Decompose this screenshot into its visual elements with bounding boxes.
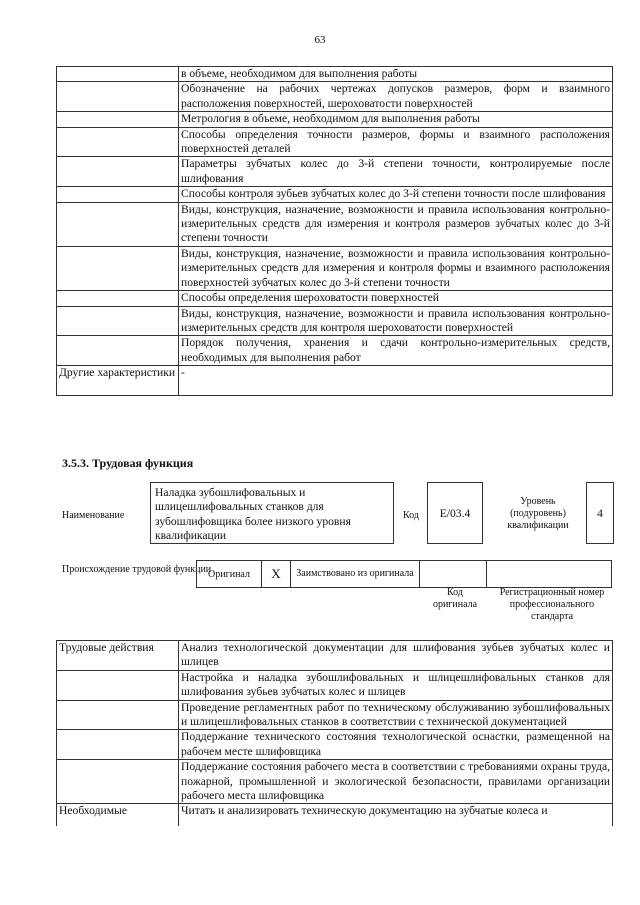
table-row xyxy=(57,336,613,366)
table-row xyxy=(57,112,613,127)
origin-label: Происхождение трудовой функции xyxy=(62,564,212,575)
row-label-empty xyxy=(57,700,179,730)
action-item: Проведение регламентных работ по техническому обслуживанию зубошлифовальных и шлицешлифовальных станков в соответствии с технической документацией xyxy=(179,700,613,730)
origin-table xyxy=(196,560,612,588)
actions-label: Трудовые действия xyxy=(57,641,179,671)
row-label-empty xyxy=(57,187,179,202)
knowledge-item: Виды, конструкция, назначение, возможности и правила использования контрольно-измерительных средств для измерения и контроля формы и взаимного расположения поверхностей зубчатых колес до 3-й степени точности xyxy=(179,246,613,290)
row-label-empty xyxy=(57,670,179,700)
function-name-value: Наладка зубошлифовальных и шлицешлифовальных станков для зубошлифовщика более низкого уровня квалификации xyxy=(150,482,394,544)
page-number: 63 xyxy=(314,34,326,46)
table-row xyxy=(57,804,613,827)
origin-reg-caption: Регистрационный номер профессионального стандарта xyxy=(499,587,605,622)
table-row xyxy=(57,246,613,290)
origin-borrowed-label: Заимствовано из оригинала xyxy=(291,561,420,588)
other-characteristics-label: Другие характеристики xyxy=(57,366,179,396)
knowledge-item: Виды, конструкция, назначение, возможности и правила использования контрольно-измерительных средств для контроля шероховатости поверхностей xyxy=(179,306,613,336)
origin-mark: X xyxy=(262,561,291,588)
row-label-empty xyxy=(57,67,179,82)
table-row xyxy=(57,730,613,760)
table-row xyxy=(57,670,613,700)
actions-table xyxy=(56,640,613,826)
table-row xyxy=(57,760,613,804)
action-item: Поддержание состояния рабочего места в соответствии с требованиями охраны труда, пожарной, промышленной и экологической безопасности, правилами организации рабочего места шлифовщика xyxy=(179,760,613,804)
row-label-empty xyxy=(57,246,179,290)
knowledge-item: Способы определения шероховатости поверхностей xyxy=(179,291,613,306)
origin-code-cell xyxy=(420,561,487,588)
row-label-empty xyxy=(57,336,179,366)
table-row xyxy=(57,187,613,202)
row-label-empty xyxy=(57,127,179,157)
knowledge-item: Обозначение на рабочих чертежах допусков размеров, форм и взаимного расположения поверхностей, шероховатости поверхностей xyxy=(179,82,613,112)
table-row xyxy=(57,306,613,336)
knowledge-item: Порядок получения, хранения и сдачи контрольно-измерительных средств, необходимых для выполнения работ xyxy=(179,336,613,366)
level-value: 4 xyxy=(586,482,614,544)
knowledge-item: в объеме, необходимом для выполнения работы xyxy=(179,67,613,82)
code-label: Код xyxy=(403,510,419,521)
knowledge-item: Метрология в объеме, необходимом для выполнения работы xyxy=(179,112,613,127)
row-label-empty xyxy=(57,760,179,804)
table-row xyxy=(57,82,613,112)
name-label: Наименование xyxy=(62,510,125,521)
row-label-empty xyxy=(57,730,179,760)
knowledge-item: Способы контроля зубьев зубчатых колес до 3-й степени точности после шлифования xyxy=(179,187,613,202)
action-item: Поддержание технического состояния технологической оснастки, размещенной на рабочем месте шлифовщика xyxy=(179,730,613,760)
knowledge-table xyxy=(56,66,613,396)
row-label-empty xyxy=(57,306,179,336)
table-row xyxy=(57,202,613,246)
other-characteristics-value: - xyxy=(179,366,613,396)
row-label-empty xyxy=(57,82,179,112)
origin-reg-cell xyxy=(487,561,612,588)
skill-item: Читать и анализировать техническую документацию на зубчатые колеса и xyxy=(179,804,613,827)
row-label-empty xyxy=(57,202,179,246)
section-title: 3.5.3. Трудовая функция xyxy=(62,456,194,470)
knowledge-item: Виды, конструкция, назначение, возможности и правила использования контрольно-измерительных средств для измерения и контроля размеров зубчатых колес до 3-й степени точности xyxy=(179,202,613,246)
row-label-empty xyxy=(57,291,179,306)
knowledge-item: Параметры зубчатых колес до 3-й степени точности, контролируемые после шлифования xyxy=(179,157,613,187)
origin-code-caption: Код оригинала xyxy=(432,587,478,610)
table-row xyxy=(57,700,613,730)
row-label-empty xyxy=(57,112,179,127)
level-label: Уровень (подуровень) квалификации xyxy=(507,496,569,531)
function-code-value: Е/03.4 xyxy=(427,482,483,544)
table-row xyxy=(57,291,613,306)
row-label-empty xyxy=(57,157,179,187)
action-item: Настройка и наладка зубошлифовальных и шлицешлифовальных станков для шлифования зубьев зубчатых колес и шлицев xyxy=(179,670,613,700)
action-item: Анализ технологической документации для шлифования зубьев зубчатых колес и шлицев xyxy=(179,641,613,671)
table-row xyxy=(57,157,613,187)
table-row xyxy=(57,127,613,157)
origin-original-label: Оригинал xyxy=(197,561,262,588)
skills-label: Необходимые xyxy=(57,804,179,827)
knowledge-item: Способы определения точности размеров, формы и взаимного расположения поверхностей деталей xyxy=(179,127,613,157)
table-row xyxy=(57,67,613,82)
table-row xyxy=(57,366,613,396)
table-row xyxy=(57,641,613,671)
